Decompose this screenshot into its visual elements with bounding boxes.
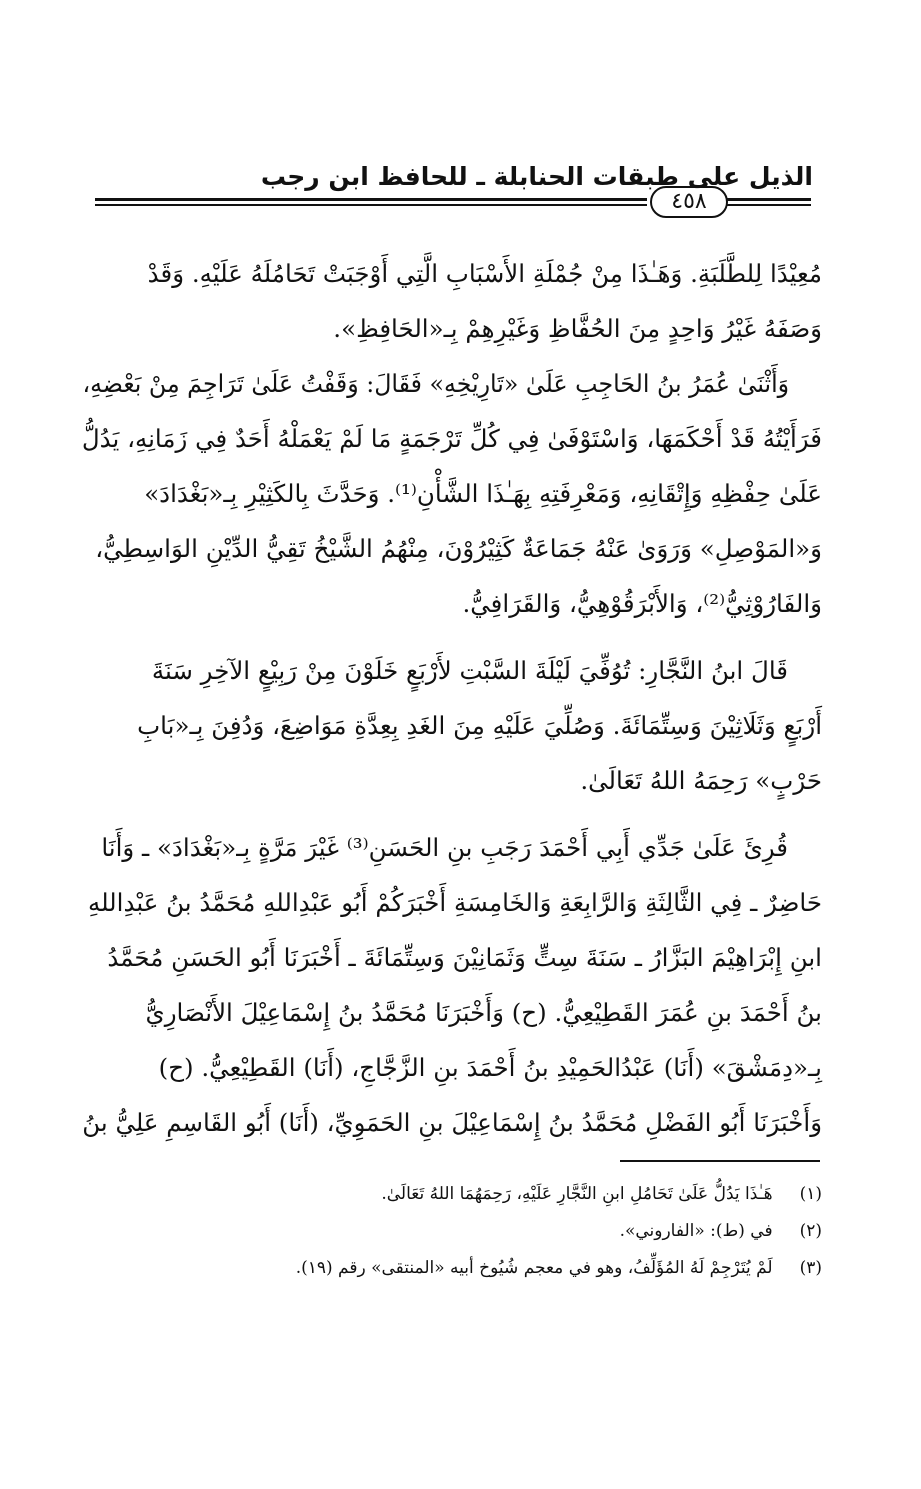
header-rule-left-thin	[95, 204, 647, 206]
footnote-text: هَـٰذَا يَدُلُّ عَلَىٰ تَحَامُلِ ابنِ النَّجَّارِ عَلَيْهِ، رَحِمَهُمَا اللهُ تَعَالَىٰ.	[381, 1184, 773, 1204]
text-line: ابنِ إِبْرَاهِيْمَ البَزَّارُ ـ سَنَةَ سِتٍّ وَثَمَانِيْنَ وَسِتِّمَائَةَ ـ أَخْبَرَنَا أَبُو الحَسَنِ مُحَمَّدُ	[107, 943, 822, 972]
text-line: بِـ«دِمَشْقَ» (أَنَا) عَبْدُالحَمِيْدِ بنُ أَحْمَدَ بنِ الزَّجَّاجِ، (أَنَا) القَطِيْعِيُّ. (ح)	[158, 1053, 822, 1082]
header-rule-right	[727, 198, 811, 201]
text-line: وَ«المَوْصِلِ» وَرَوَىٰ عَنْهُ جَمَاعَةٌ كَثِيْرُوْنَ، مِنْهُمُ الشَّيْخُ تَقِيُّ الدِّيْنِ الوَاسِطِيُّ،	[95, 534, 822, 563]
text-line: وَأَخْبَرَنَا أَبُو الفَضْلِ مُحَمَّدُ بنُ إِسْمَاعِيْلَ بنِ الحَمَوِيِّ، (أَنَا) أَبُو القَاسِمِ عَلِيُّ بنُ	[82, 1108, 823, 1137]
footnote-text: في (ط): «الفاروني».	[619, 1221, 773, 1241]
running-header-title: الذيل على طبقات الحنابلة ـ للحافظ ابن رجب	[260, 162, 813, 191]
body-text	[82, 246, 822, 1150]
footnote-number: (١)	[799, 1184, 822, 1204]
text-line: فَرَأَيْتُهُ قَدْ أَحْكَمَهَا، وَاسْتَوْفَىٰ فِي كُلِّ تَرْجَمَةٍ مَا لَمْ يَعْمَلْهُ أَحَدٌ فِي زَمَانِهِ، يَدُلُّ	[81, 424, 823, 453]
footnote	[82, 1213, 822, 1250]
text-line: حَاضِرٌ ـ فِي الثَّالِثَةِ وَالرَّابِعَةِ وَالخَامِسَةِ أَخْبَرَكُمْ أَبُو عَبْدِاللهِ مُحَمَّدُ بنُ عَبْدِاللهِ	[87, 888, 822, 917]
footnote-text: لَمْ يُتَرْجِمْ لَهُ المُؤَلِّفُ، وهو في معجم شُيُوخ أبيه «المنتقى» رقم (١٩).	[295, 1258, 773, 1278]
text-line: قَالَ ابنُ النَّجَّارِ: تُوُفِّيَ لَيْلَةَ السَّبْتِ لأَرْبَعٍ خَلَوْنَ مِنْ رَبِيْعٍ الآخِرِ سَنَةَ	[151, 656, 788, 685]
text-line: قُرِئَ عَلَىٰ جَدِّي أَبِي أَحْمَدَ رَجَبِ بنِ الحَسَنِ⁽³⁾ غَيْرَ مَرَّةٍ بِـ«بَغْدَادَ» ـ وَأَنَا	[101, 833, 788, 862]
text-line: بنُ أَحْمَدَ بنِ عُمَرَ القَطِيْعِيُّ. (ح) وَأَخْبَرَنَا مُحَمَّدُ بنُ إِسْمَاعِيْلَ الأَنْصَارِيُّ	[145, 998, 822, 1027]
header-rule-left	[95, 198, 647, 201]
footnote	[82, 1176, 822, 1213]
text-line: مُعِيْدًا لِلطَّلَبَةِ. وَهَـٰذَا مِنْ جُمْلَةِ الأَسْبَابِ الَّتِي أَوْجَبَتْ تَحَامُلَهُ عَلَيْهِ. وَقَدْ	[147, 259, 822, 288]
text-line: أَرْبَعٍ وَثَلَاثِيْنَ وَسِتِّمَائَةَ. وَصُلِّيَ عَلَيْهِ مِنَ الغَدِ بِعِدَّةِ مَوَاضِعَ، وَدُفِنَ بِـ«بَابِ	[137, 711, 822, 740]
header-rule-right-thin	[727, 204, 811, 206]
footnote-number: (٢)	[799, 1221, 822, 1241]
text-line: عَلَىٰ حِفْظِهِ وَإِتْقَانِهِ، وَمَعْرِفَتِهِ بِهَـٰذَا الشَّأْنِ⁽¹⁾. وَحَدَّثَ بِالكَثِيْرِ بِـ«بَغْدَادَ»	[144, 479, 822, 508]
footnote	[82, 1250, 822, 1287]
page-number: ٤٥٨	[650, 186, 728, 218]
text-line: وَأَثْنَىٰ عُمَرُ بنُ الحَاجِبِ عَلَىٰ «تَارِيْخِهِ» فَقَالَ: وَقَفْتُ عَلَىٰ تَرَاجِمَ مِنْ بَعْضِهِ،	[82, 369, 790, 398]
footnote-number: (٣)	[799, 1258, 822, 1278]
text-line: وَصَفَهُ غَيْرُ وَاحِدٍ مِنَ الحُفَّاظِ وَغَيْرِهِمْ بِـ«الحَافِظِ».	[333, 314, 822, 343]
footnotes	[82, 1176, 822, 1287]
text-line: حَرْبٍ» رَحِمَهُ اللهُ تَعَالَىٰ.	[580, 766, 822, 795]
footnote-separator	[620, 1160, 820, 1162]
text-line: وَالفَارُوْثِيُّ⁽²⁾، وَالأَبْرَقُوْهِيُّ، وَالقَرَافِيُّ.	[462, 589, 822, 618]
